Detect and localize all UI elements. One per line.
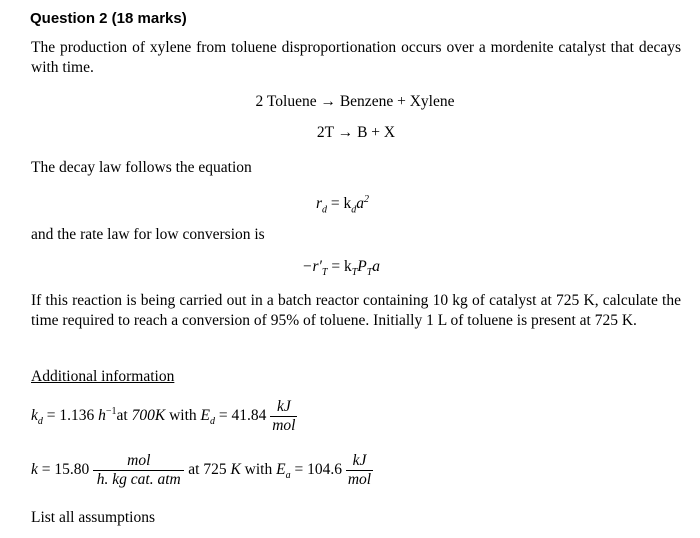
rate-law-text: and the rate law for low conversion is: [31, 226, 265, 243]
k-line: k = 15.80 $\frac{\text{mol}}{\text{h. kg cat. atm}}$ at 725 K with $E_a = 104.6$ $\frac{kJ}{\text{mol}}$: [31, 452, 372, 488]
reaction-equation-symbols: 2T → B + X: [316, 124, 396, 141]
additional-info-heading: Additional information: [31, 368, 175, 385]
ea-unit-fraction: $\frac{kJ}{\text{mol}}$: [347, 452, 372, 488]
reaction-equation-words: 2 Toluene → Benzene + Xylene: [255, 93, 455, 110]
question-title: Question 2 (18 marks): [30, 10, 187, 27]
decay-law-text: The decay law follows the equation: [31, 159, 252, 176]
kd-line: $k_d = 1.136$ $h^{-1}at$ 700K with $E_d = 41.84$ $\frac{kJ}{\text{mol}}$: [31, 398, 296, 434]
decay-law-equation: $r_d = k_da^2$: [316, 194, 370, 216]
assumptions-text: List all assumptions: [31, 509, 155, 526]
rate-law-equation: $-r'_T = k_TP_Ta$: [302, 258, 381, 279]
problem-statement: If this reaction is being carried out in a batch reactor containing 10 kg of catalyst at 725 K, calculate the time required to reach a conversion of 95% of toluene. Initially 1 L of toluene is present at 725 K.: [31, 292, 681, 329]
k-unit-fraction: $\frac{\text{mol}}{\text{h. kg cat. atm}}$: [93, 452, 184, 489]
kd-unit-fraction: $\frac{kJ}{\text{mol}}$: [272, 398, 296, 434]
intro-paragraph: The production of xylene from toluene disproportionation occurs over a mordenite catalyst that decays with time.: [31, 39, 681, 76]
